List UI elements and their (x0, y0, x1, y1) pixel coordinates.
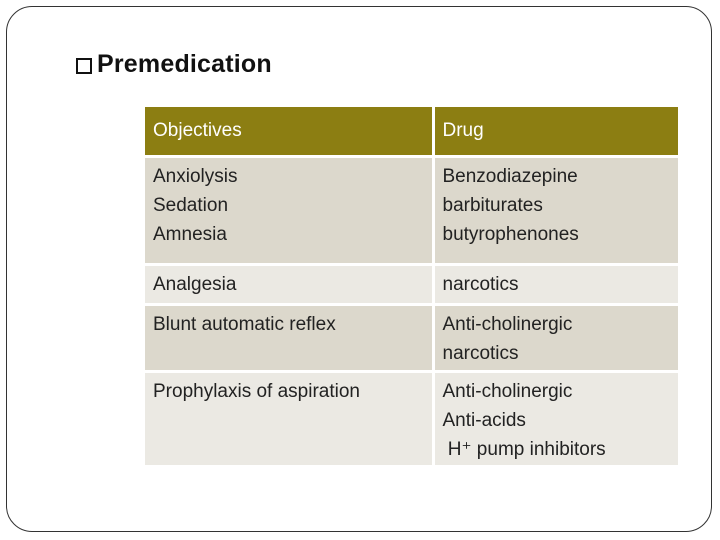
square-bullet-icon (76, 58, 92, 74)
objective-cell (145, 372, 433, 466)
drug-cell (433, 372, 678, 466)
drug-cell (433, 265, 678, 305)
cell-text: H⁺ pump inhibitors (442, 439, 606, 460)
objective-cell (145, 157, 433, 265)
cell-text: barbiturates (442, 195, 543, 216)
cell-text: Prophylaxis of aspiration (153, 381, 360, 402)
cell-text: Analgesia (153, 274, 237, 295)
cell-text: Anti-acids (442, 410, 526, 431)
table-header-row (145, 107, 678, 157)
column-header-drug: Drug (433, 107, 678, 157)
premedication-table (145, 107, 678, 465)
table-row (145, 157, 678, 265)
cell-text: narcotics (442, 274, 519, 295)
table-row (145, 305, 678, 372)
slide-heading (76, 50, 272, 79)
objective-cell (145, 305, 433, 372)
cell-text: Anxiolysis (153, 166, 238, 187)
table-row (145, 265, 678, 305)
column-header-objectives: Objectives (145, 107, 433, 157)
cell-text: narcotics (442, 343, 519, 364)
objective-cell (145, 265, 433, 305)
slide-title: Premedication (97, 50, 272, 78)
cell-text: butyrophenones (442, 224, 579, 245)
cell-text: Anti-cholinergic (442, 381, 573, 402)
cell-text: Amnesia (153, 224, 227, 245)
cell-text: Blunt automatic reflex (153, 314, 336, 335)
drug-cell (433, 305, 678, 372)
table-row (145, 372, 678, 466)
cell-text: Benzodiazepine (442, 166, 578, 187)
cell-text: Sedation (153, 195, 229, 216)
drug-cell (433, 157, 678, 265)
cell-text: Anti-cholinergic (442, 314, 573, 335)
